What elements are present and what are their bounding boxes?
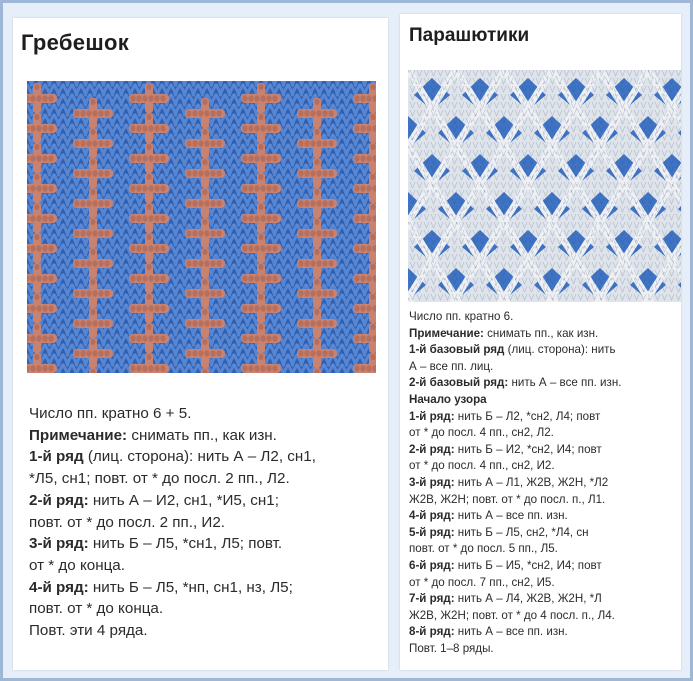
instruction-line bbox=[409, 608, 685, 625]
row-text: Ж2В, Ж2Н; повт. от * до 4 посл. п., Л4. bbox=[409, 608, 615, 622]
row-label: 1-й ряд bbox=[29, 448, 84, 466]
row-label: 2-й ряд: bbox=[29, 491, 89, 509]
instruction-line bbox=[409, 392, 685, 409]
row-label: Начало узора bbox=[409, 392, 487, 406]
instructions bbox=[29, 403, 374, 642]
row-text: нить Б – Л5, сн2, *Л4, сн bbox=[454, 525, 589, 539]
instruction-line bbox=[29, 577, 374, 599]
instruction-line bbox=[409, 558, 685, 575]
instruction-line bbox=[409, 475, 685, 492]
row-text: нить А – все пп. изн. bbox=[454, 509, 568, 523]
instruction-line bbox=[409, 525, 685, 542]
instruction-line bbox=[409, 591, 685, 608]
instruction-line bbox=[409, 309, 685, 326]
pattern-title: Парашютики bbox=[409, 25, 530, 46]
row-label: 8-й ряд: bbox=[409, 625, 455, 639]
pattern-title: Гребешок bbox=[21, 30, 130, 55]
row-text: нить Б – Л5, *нп, сн1, нз, Л5; bbox=[88, 578, 293, 596]
instruction-line bbox=[409, 326, 685, 343]
instruction-line bbox=[409, 508, 685, 525]
instruction-line bbox=[409, 442, 685, 459]
instruction-line bbox=[409, 492, 685, 509]
instruction-line bbox=[409, 342, 685, 359]
row-label: 1-й ряд: bbox=[409, 409, 455, 423]
row-text: Повт. эти 4 ряда. bbox=[29, 622, 148, 640]
row-label: Примечание: bbox=[29, 426, 128, 444]
row-text: нить Б – Л5, *сн1, Л5; повт. bbox=[88, 535, 283, 553]
instruction-line bbox=[29, 598, 374, 620]
knit-photo-parashyutiki bbox=[408, 70, 681, 302]
knit-texture-image bbox=[408, 70, 681, 302]
row-label: 3-й ряд: bbox=[29, 535, 89, 553]
row-text: Ж2В, Ж2Н; повт. от * до посл. п., Л1. bbox=[409, 492, 606, 506]
instruction-line bbox=[29, 403, 374, 425]
instructions bbox=[409, 309, 685, 657]
row-label: 2-й базовый ряд: bbox=[409, 376, 509, 390]
row-text: повт. от * до конца. bbox=[29, 600, 164, 618]
row-text: нить Б – И5, *сн2, И4; повт bbox=[454, 558, 602, 572]
row-label: 3-й ряд: bbox=[409, 475, 455, 489]
instruction-line bbox=[29, 555, 374, 577]
instruction-line bbox=[409, 541, 685, 558]
row-text: Число пп. кратно 6. bbox=[409, 310, 514, 323]
instruction-line bbox=[29, 425, 374, 447]
knit-texture-image bbox=[27, 81, 376, 373]
row-label: 1-й базовый ряд bbox=[409, 343, 505, 357]
pattern-card-parashyutiki bbox=[400, 14, 681, 670]
row-text: нить А – Л4, Ж2В, Ж2Н, *Л bbox=[454, 592, 602, 606]
row-text: (лиц. сторона): нить А – Л2, сн1, bbox=[83, 448, 316, 466]
instruction-line bbox=[29, 490, 374, 512]
row-text: от * до посл. 4 пп., сн2, Л2. bbox=[409, 426, 554, 440]
row-text: повт. от * до посл. 5 пп., Л5. bbox=[409, 542, 558, 556]
row-text: А – все пп. лиц. bbox=[409, 359, 494, 373]
row-text: снимать пп., как изн. bbox=[127, 426, 277, 444]
row-text: от * до конца. bbox=[29, 556, 125, 574]
instruction-line bbox=[409, 425, 685, 442]
row-text: (лиц. сторона): нить bbox=[504, 343, 616, 357]
row-label: Примечание: bbox=[409, 326, 484, 340]
row-text: Число пп. кратно 6 + 5. bbox=[29, 405, 192, 422]
instruction-line bbox=[29, 533, 374, 555]
row-text: нить Б – Л2, *сн2, Л4; повт bbox=[454, 409, 601, 423]
pattern-card-grebeshok bbox=[13, 18, 388, 670]
instruction-line bbox=[29, 446, 374, 468]
row-label: 7-й ряд: bbox=[409, 592, 455, 606]
row-label: 5-й ряд: bbox=[409, 525, 455, 539]
row-label: 2-й ряд: bbox=[409, 442, 455, 456]
row-text: Повт. 1–8 ряды. bbox=[409, 641, 494, 655]
row-text: нить А – все пп. изн. bbox=[454, 625, 568, 639]
row-text: от * до посл. 4 пп., сн2, И2. bbox=[409, 459, 555, 473]
row-text: нить А – Л1, Ж2В, Ж2Н, *Л2 bbox=[454, 475, 609, 489]
instruction-line bbox=[409, 375, 685, 392]
row-text: нить Б – И2, *сн2, И4; повт bbox=[454, 442, 602, 456]
row-text: нить А – все пп. изн. bbox=[508, 376, 622, 390]
instruction-line bbox=[409, 624, 685, 641]
row-label: 6-й ряд: bbox=[409, 558, 455, 572]
instruction-line bbox=[29, 468, 374, 490]
row-text: повт. от * до посл. 2 пп., И2. bbox=[29, 513, 225, 531]
instruction-line bbox=[409, 458, 685, 475]
row-text: от * до посл. 7 пп., сн2, И5. bbox=[409, 575, 555, 589]
row-text: снимать пп., как изн. bbox=[483, 326, 599, 340]
instruction-line bbox=[29, 512, 374, 534]
instruction-line bbox=[409, 409, 685, 426]
row-text: нить А – И2, сн1, *И5, сн1; bbox=[88, 491, 279, 509]
row-label: 4-й ряд: bbox=[409, 509, 455, 523]
instruction-line bbox=[409, 641, 685, 658]
row-text: *Л5, сн1; повт. от * до посл. 2 пп., Л2. bbox=[29, 470, 290, 488]
instruction-line bbox=[409, 575, 685, 592]
instruction-line bbox=[409, 359, 685, 376]
knit-photo-grebeshok bbox=[27, 81, 376, 373]
instruction-line bbox=[29, 620, 374, 642]
row-label: 4-й ряд: bbox=[29, 578, 89, 596]
